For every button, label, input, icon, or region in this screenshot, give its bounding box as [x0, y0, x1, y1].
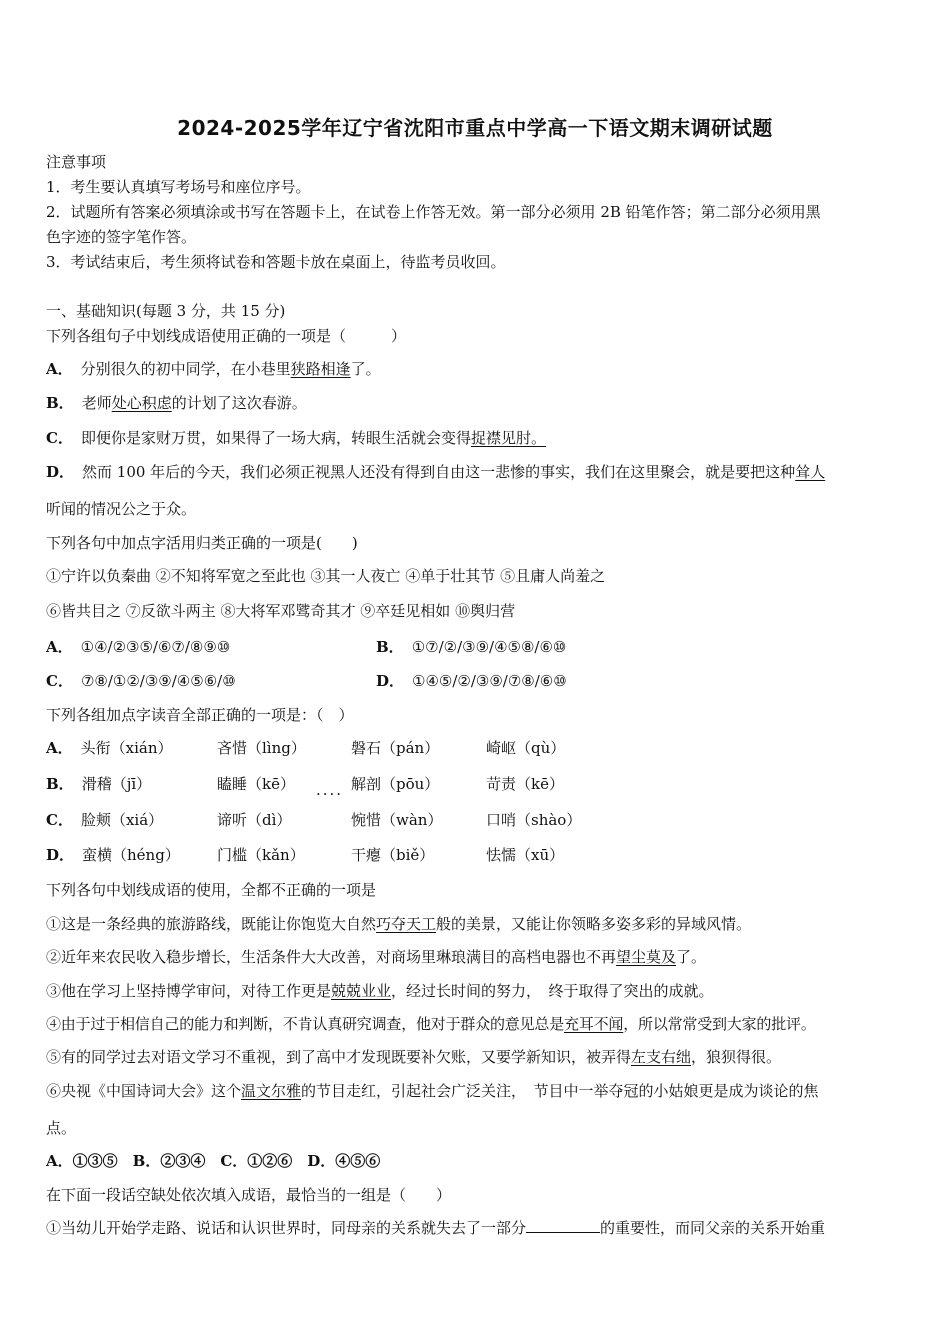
- q3-stem: 下列各组加点字读音全部正确的一项是：（ ）: [46, 706, 354, 724]
- word-pinyin: 解剖（pōu）: [351, 775, 440, 793]
- notice-item-1: 1．考生要认真填写考场号和座位序号。: [46, 178, 311, 196]
- sentence-text: ⑤有的同学过去对语文学习不重视，到了高中才发现既要补欠账，又要学新知识，被弄得: [46, 1048, 632, 1066]
- option-label: C．: [46, 811, 73, 829]
- q2-option-c: [46, 671, 236, 691]
- underlined-idiom: 兢兢业业: [331, 982, 392, 1000]
- q4-sentence-1: [46, 914, 916, 934]
- option-label: B．: [46, 775, 74, 793]
- option-text: 了。: [350, 360, 381, 378]
- option-label: B．: [376, 638, 404, 656]
- q2-options-row-1: [46, 637, 916, 657]
- q1-option-b: [46, 393, 916, 413]
- q2-option-b: [376, 637, 566, 657]
- sentence-text: ④由于过于相信自己的能力和判断，不肯认真研究调查，他对于群众的意见总是: [46, 1015, 565, 1033]
- notice-item-3: 3．考试结束后，考生须将试卷和答题卡放在桌面上，待监考员收回。: [46, 253, 506, 271]
- q2-option-a: [46, 637, 230, 657]
- underlined-idiom: 处心积虑: [111, 394, 172, 412]
- option-text: ①⑦/②/③⑨/④⑤⑧/⑥⑩: [411, 638, 567, 656]
- option-text: ①④⑤/②/③⑨/⑦⑧/⑥⑩: [412, 672, 567, 690]
- word-pinyin: 蛮横（héng）: [82, 846, 180, 864]
- q4-stem: 下列各句中划线成语的使用，全都不正确的一项是: [46, 881, 377, 899]
- option-label: A．: [46, 360, 73, 378]
- option-label: A．: [46, 739, 73, 757]
- notice-item-2: 2．试题所有答案必须填涂或书写在答题卡上，在试卷上作答无效。第一部分必须用 2B 铅笔作答；第二部分必须用黑: [46, 203, 821, 221]
- underlined-idiom: 巧夺天工: [376, 915, 437, 933]
- option-label: D．: [376, 672, 405, 690]
- sentence-text: ③他在学习上坚持博学审问，对待工作更是: [46, 982, 332, 1000]
- q3-option-a: [46, 738, 916, 758]
- q2-option-d: [376, 671, 567, 691]
- option-label: A．: [46, 638, 73, 656]
- word-pinyin: 门槛（kǎn）: [217, 846, 305, 864]
- word-pinyin: 干瘪（biě）: [351, 846, 435, 864]
- sentence-text: ，狼狈得很。: [691, 1048, 782, 1066]
- notice-heading: 注意事项: [46, 153, 107, 171]
- sentence-text: 般的美景，又能让你领略多姿多彩的异域风情。: [436, 915, 752, 933]
- q2-stem: 下列各句中加点字活用归类正确的一项是( ): [46, 534, 358, 552]
- fill-blank: [526, 1218, 600, 1233]
- option-label: C．: [46, 429, 73, 447]
- word-pinyin: 谛听（dì）: [217, 811, 292, 829]
- q2-items-row-1: ①宁许以负秦曲 ②不知将军宽之至此也 ③其一人夜亡 ④单于壮其节 ⑤且庸人尚羞之: [46, 567, 606, 585]
- q2-items-row-2: ⑥皆共目之 ⑦反欲斗两主 ⑧大将军邓骘奇其才 ⑨卒廷见相如 ⑩舆归营: [46, 602, 516, 620]
- option-text: ①④/②③⑤/⑥⑦/⑧⑨⑩: [80, 638, 231, 656]
- word-pinyin: 苛责（kē）: [486, 775, 564, 793]
- option-label: D．: [46, 846, 75, 864]
- underlined-idiom: 充耳不闻: [564, 1015, 624, 1033]
- sentence-text: ①这是一条经典的旅游路线，既能让你饱览大自然: [46, 915, 377, 933]
- word-pinyin: 吝惜（lìng）: [217, 739, 306, 757]
- sentence-text: ，所以常常受到大家的批评。: [623, 1015, 816, 1033]
- sentence-text: ⑥央视《中国诗词大会》这个: [46, 1082, 242, 1100]
- underlined-idiom: 温文尔雅: [241, 1082, 302, 1100]
- option-text: 分别很久的初中同学，在小巷里: [80, 360, 291, 378]
- q4-options: A．①③⑤ B．②③④ C．①②⑥ D．④⑤⑥: [46, 1152, 381, 1170]
- page-title: 2024-2025学年辽宁省沈阳市重点中学高一下语文期末调研试题: [177, 116, 773, 140]
- word-pinyin: 滑稽（jī）: [81, 775, 152, 793]
- option-label: C．: [46, 672, 73, 690]
- q5-sentence-1: [46, 1218, 916, 1238]
- q2-options-row-2: [46, 671, 916, 691]
- section-heading: 一、基础知识(每题 3 分，共 15 分): [46, 302, 286, 320]
- option-text: 老师: [81, 394, 112, 412]
- word-pinyin: 惋惜（wàn）: [351, 811, 443, 829]
- sentence-text: ②近年来农民收入稳步增长，生活条件大大改善，对商场里琳琅满目的高档电器也不再: [46, 948, 617, 966]
- option-text: 的计划了这次春游。: [171, 394, 307, 412]
- q5-stem: 在下面一段话空缺处依次填入成语，最恰当的一组是（ ）: [46, 1186, 452, 1204]
- word-pinyin: 口哨（shào）: [486, 811, 582, 829]
- word-pinyin: 脸颊（xiá）: [80, 811, 164, 829]
- q4-sentence-4: [46, 1014, 916, 1034]
- underlined-idiom: 狭路相逢: [290, 360, 351, 378]
- option-text: 然而 100 年后的今天，我们必须正视黑人还没有得到自由这一悲惨的事实，我们在这里聚会，就是要把这种: [82, 463, 796, 481]
- q4-sentence-2: [46, 947, 916, 967]
- emphasis-dots: ....: [316, 781, 344, 799]
- q4-sentence-5: [46, 1047, 916, 1067]
- q1-option-c: [46, 428, 916, 448]
- q3-option-b: [46, 774, 916, 799]
- q3-option-c: [46, 810, 916, 830]
- q1-option-d-cont: 听闻的情况公之于众。: [46, 500, 197, 518]
- underlined-idiom: 左支右绌: [631, 1048, 692, 1066]
- q1-option-d: [46, 462, 916, 482]
- q1-stem: 下列各组句子中划线成语使用正确的一项是（ ）: [46, 327, 407, 345]
- q4-sentence-6: [46, 1081, 916, 1101]
- sentence-text: 的节目走红，引起社会广泛关注， 节目中一举夺冠的小姑娘更是成为谈论的焦: [301, 1082, 819, 1100]
- word-pinyin: 瞌睡（kē）: [217, 775, 295, 793]
- underlined-idiom: 望尘莫及: [616, 948, 677, 966]
- option-label: D．: [46, 463, 75, 481]
- sentence-text: ，经过长时间的努力， 终于取得了突出的成就。: [391, 982, 714, 1000]
- word-pinyin: 怯懦（xū）: [486, 846, 565, 864]
- option-text: ⑦⑧/①②/③⑨/④⑤⑥/⑩: [80, 672, 236, 690]
- sentence-text: 的重要性，而同父亲的关系开始重: [600, 1219, 826, 1237]
- notice-item-2-cont: 色字迹的签字笔作答。: [46, 228, 197, 246]
- underlined-idiom: 捉襟见肘。: [470, 429, 546, 447]
- option-label: B．: [46, 394, 74, 412]
- sentence-text: 了。: [676, 948, 707, 966]
- underlined-idiom: 耸人: [795, 463, 826, 481]
- word-pinyin: 磐石（pán）: [351, 739, 440, 757]
- word-pinyin: 头衔（xián）: [80, 739, 173, 757]
- q3-option-d: [46, 845, 916, 865]
- q4-sentence-6-cont: 点。: [46, 1119, 77, 1137]
- sentence-text: ①当幼儿开始学走路、说话和认识世界时，同母亲的关系就失去了一部分: [46, 1219, 527, 1237]
- q1-option-a: [46, 359, 916, 379]
- word-pinyin: 崎岖（qù）: [486, 739, 566, 757]
- option-text: 即便你是家财万贯，如果得了一场大病，转眼生活就会变得: [80, 429, 471, 447]
- q4-sentence-3: [46, 981, 916, 1001]
